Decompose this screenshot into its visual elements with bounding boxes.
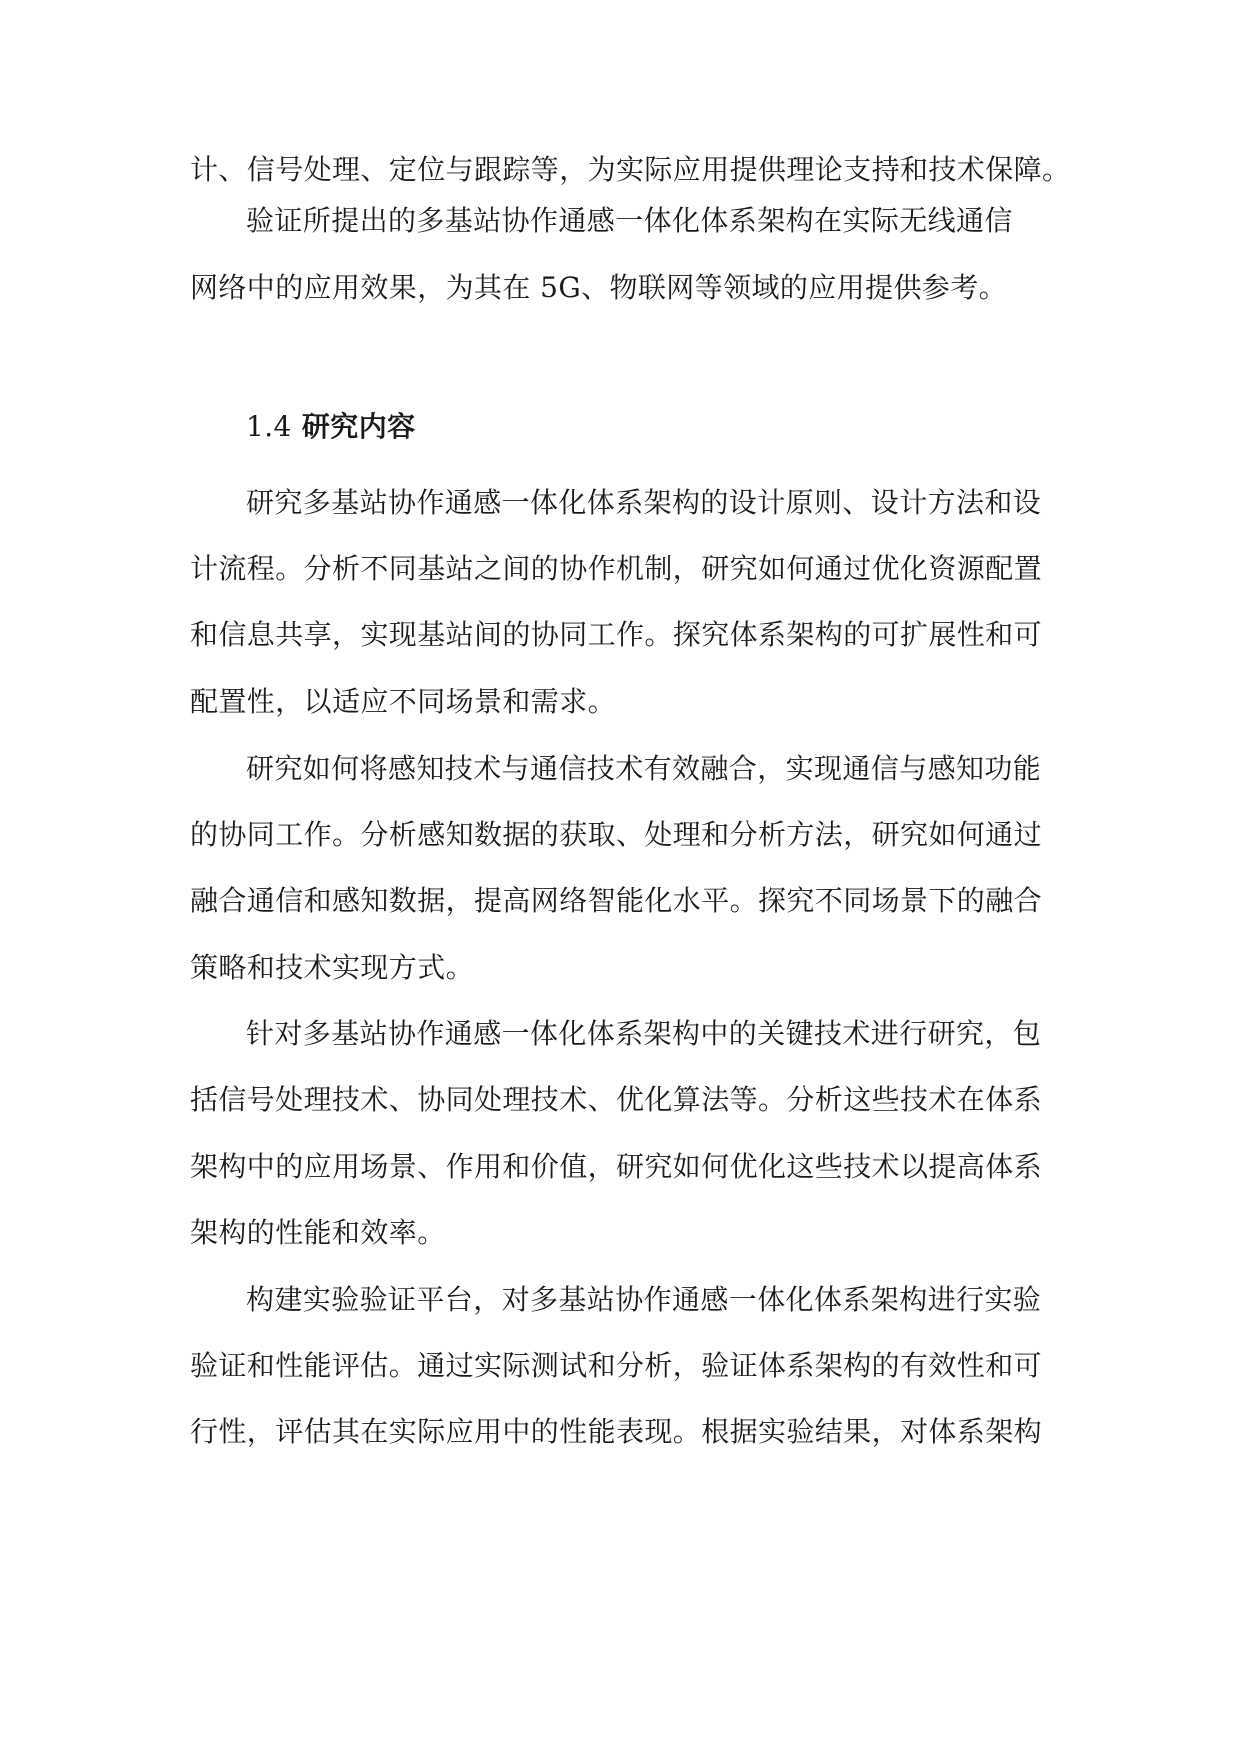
paragraph-line: 融合通信和感知数据，提高网络智能化水平。探究不同场景下的融合 [190,884,1043,917]
section-number: 1.4 [246,410,292,443]
paragraph-line: 研究多基站协作通感一体化体系架构的设计原则、设计方法和设 [246,486,1042,519]
paragraph-line: 行性，评估其在实际应用中的性能表现。根据实验结果，对体系架构 [190,1415,1043,1448]
paragraph-line: 的协同工作。分析感知数据的获取、处理和分析方法，研究如何通过 [190,818,1043,851]
paragraph-line: 配置性，以适应不同场景和需求。 [190,685,617,718]
paragraph-line: 网络中的应用效果，为其在 5G、物联网等领域的应用提供参考。 [190,271,1008,304]
paragraph-line: 计流程。分析不同基站之间的协作机制，研究如何通过优化资源配置 [190,552,1043,585]
paragraph-line: 验证所提出的多基站协作通感一体化体系架构在实际无线通信 [246,204,1013,237]
paragraph-line: 构建实验验证平台，对多基站协作通感一体化体系架构进行实验 [246,1283,1042,1316]
section-heading [246,409,416,445]
paragraph-line: 括信号处理技术、协同处理技术、优化算法等。分析这些技术在体系 [190,1083,1043,1116]
paragraph-line: 策略和技术实现方式。 [190,951,475,984]
paragraph-line: 验证和性能评估。通过实际测试和分析，验证体系架构的有效性和可 [190,1349,1043,1382]
paragraph-line: 和信息共享，实现基站间的协同工作。探究体系架构的可扩展性和可 [190,618,1043,651]
paragraph-line: 计、信号处理、定位与跟踪等，为实际应用提供理论支持和技术保障。 [190,153,1071,186]
section-title: 研究内容 [301,410,416,443]
paragraph-line: 架构中的应用场景、作用和价值，研究如何优化这些技术以提高体系 [190,1150,1043,1183]
paragraph-line: 针对多基站协作通感一体化体系架构中的关键技术进行研究，包 [246,1017,1042,1050]
paragraph-line: 架构的性能和效率。 [190,1216,446,1249]
paragraph-line: 研究如何将感知技术与通信技术有效融合，实现通信与感知功能 [246,752,1042,785]
